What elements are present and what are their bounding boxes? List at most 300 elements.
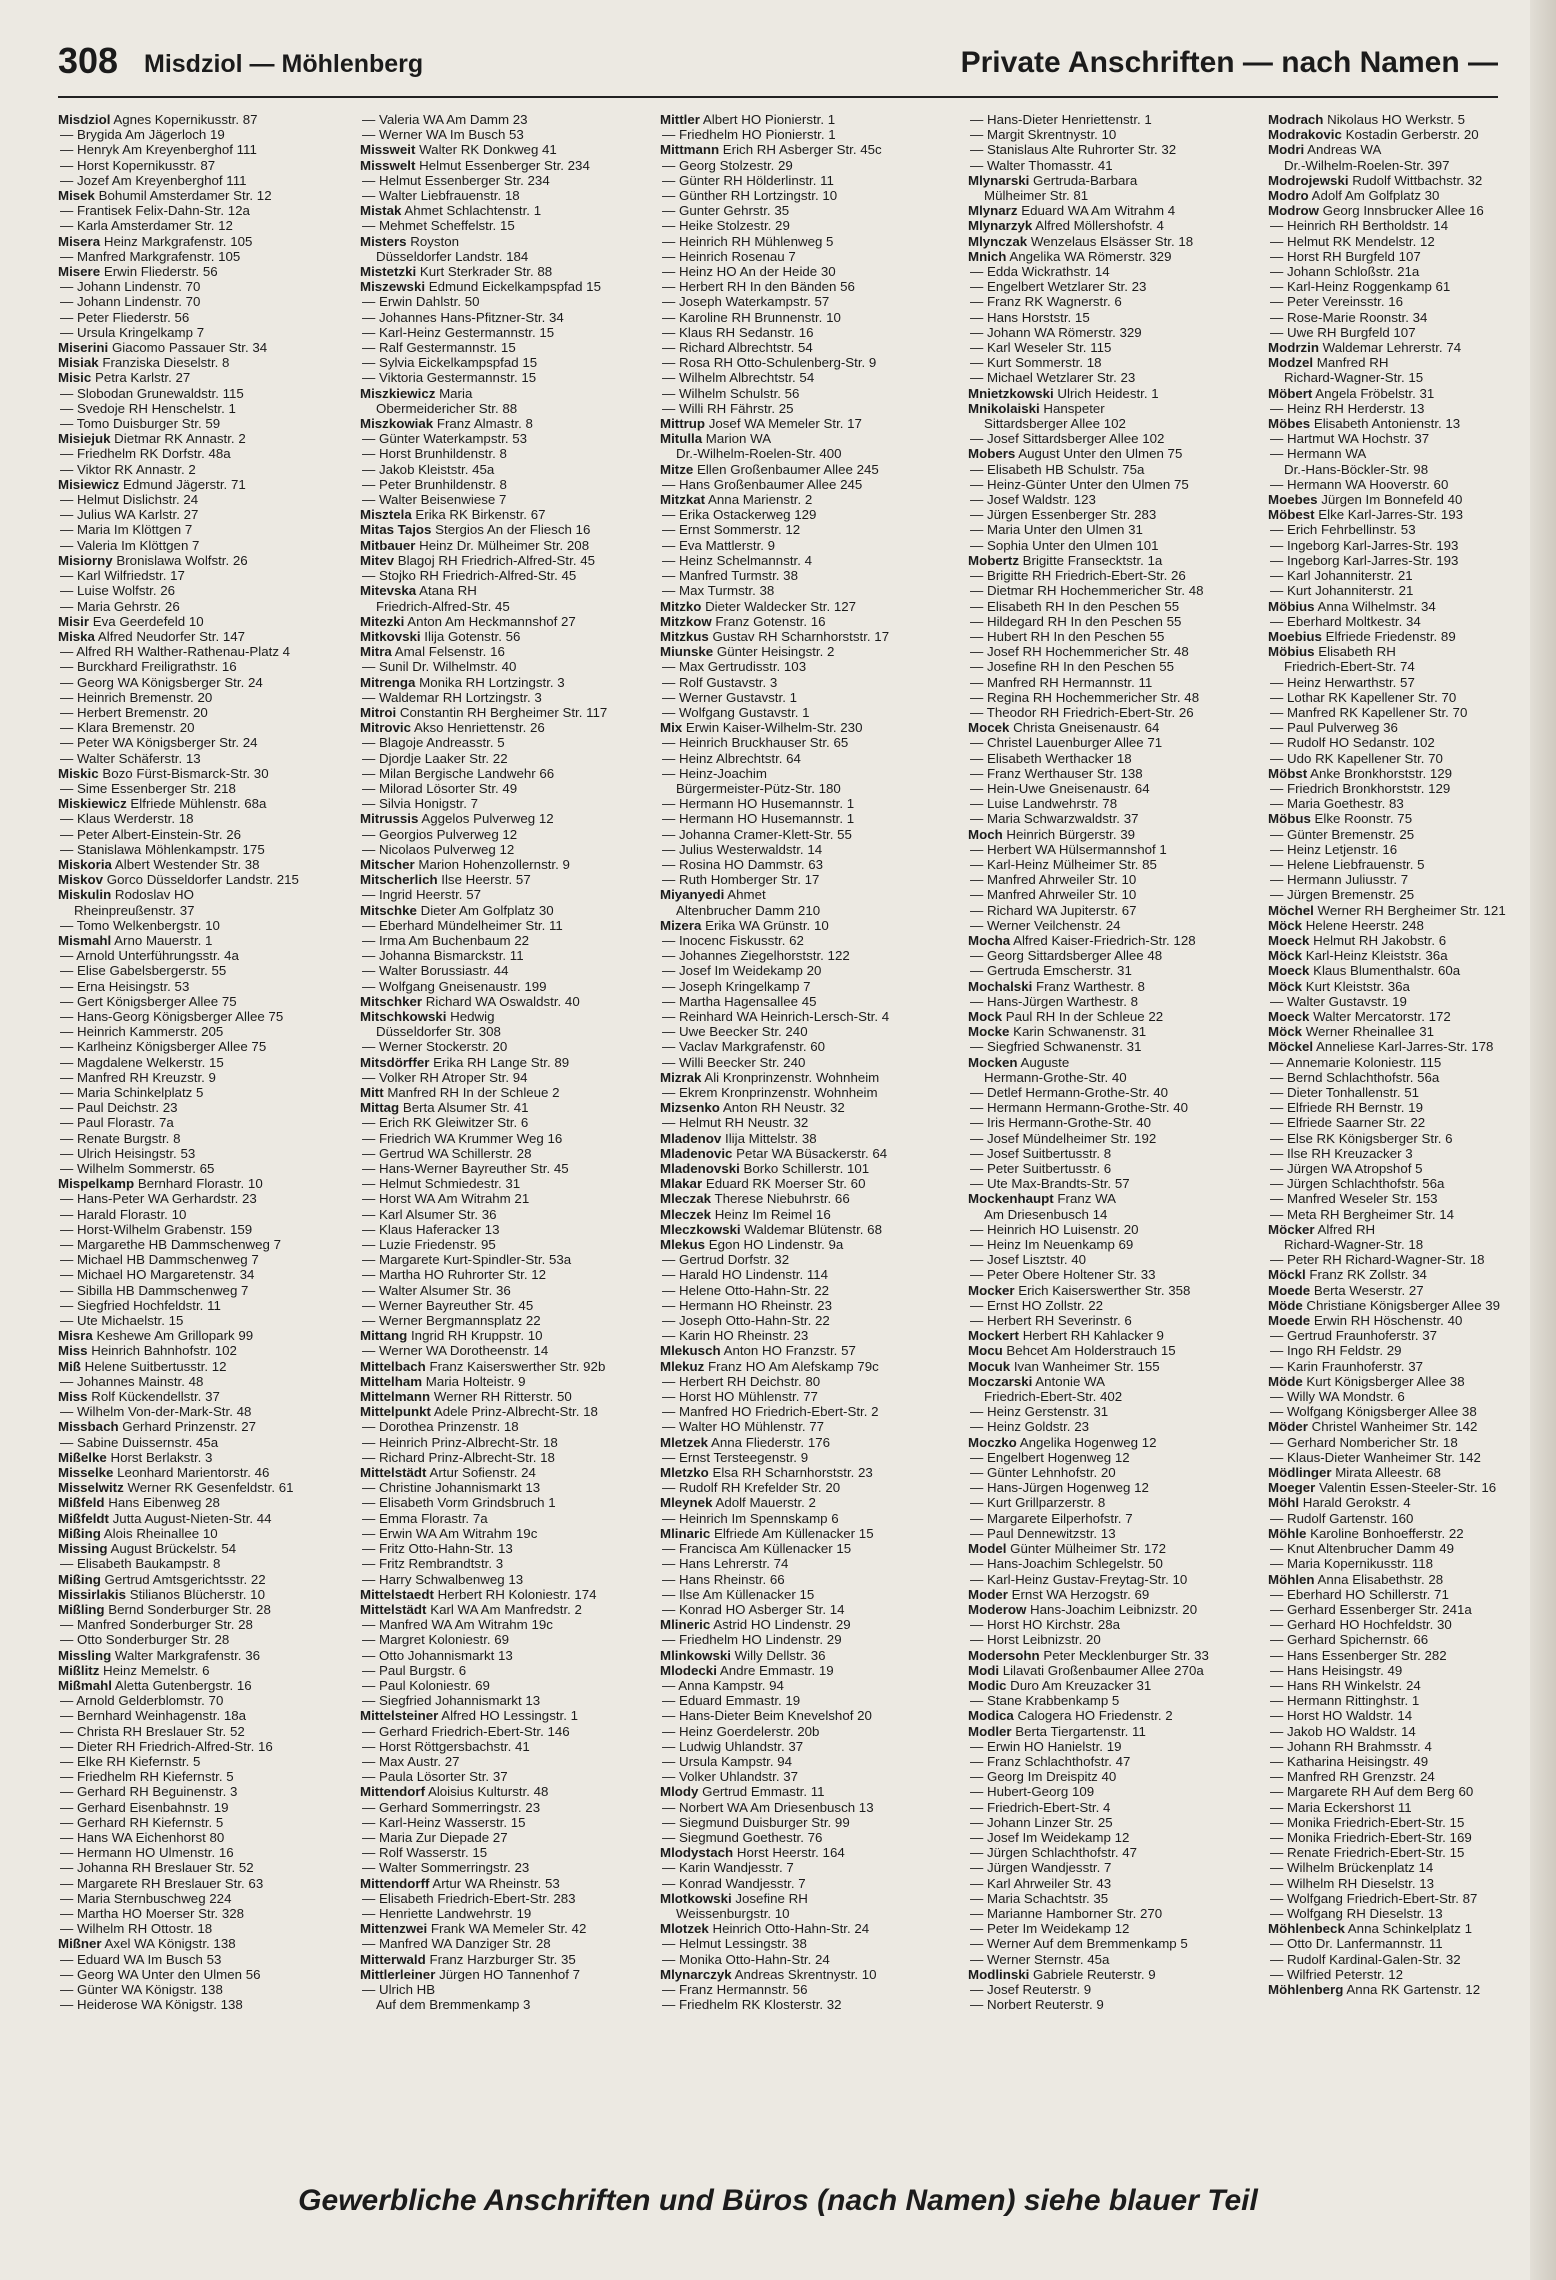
surname: Mlynczak — [968, 233, 1028, 249]
entry-text: — Eduard WA Im Busch 53 — [60, 1951, 222, 1967]
entry-text: Elke Karl-Jarres-Str. 193 — [1314, 507, 1464, 523]
entry-text: — Georgios Pulverweg 12 — [362, 826, 518, 842]
directory-entry — [58, 614, 334, 629]
directory-entry — [360, 1815, 636, 1830]
entry-text: Amal Felsenstr. 16 — [391, 644, 505, 660]
entry-text: Ivan Wanheimer Str. 155 — [1010, 1358, 1160, 1374]
directory-entry — [58, 1663, 334, 1678]
surname: Modica — [968, 1708, 1014, 1724]
directory-entry — [660, 659, 936, 674]
entry-text: — Werner Bayreuther Str. 45 — [362, 1297, 534, 1313]
directory-entry — [58, 1100, 334, 1115]
entry-text: — Horst WA Am Witrahm 21 — [362, 1191, 530, 1207]
directory-entry — [360, 1952, 636, 1967]
entry-text: — Georg Sittardsberger Allee 48 — [970, 948, 1163, 964]
directory-entry — [58, 872, 334, 887]
directory-entry — [360, 720, 636, 735]
directory-entry — [968, 1495, 1244, 1510]
directory-entry — [660, 401, 936, 416]
entry-text: — Hans-Joachim Schlegelstr. 50 — [970, 1556, 1163, 1572]
directory-entry — [58, 340, 334, 355]
directory-entry — [660, 340, 936, 355]
directory-entry — [58, 1085, 334, 1100]
entry-text: — Heinz Schelmannstr. 4 — [662, 552, 813, 568]
directory-entry — [58, 659, 334, 674]
entry-text: Peter Mecklenburger Str. 33 — [1039, 1647, 1209, 1663]
directory-entry — [360, 1845, 636, 1860]
surname: Mleczak — [660, 1191, 711, 1207]
entry-text: — Rose-Marie Roonstr. 34 — [1270, 309, 1428, 325]
directory-entry — [58, 963, 334, 978]
surname: Mismahl — [58, 932, 112, 948]
surname: Mitscherlich — [360, 872, 438, 888]
entry-text: — Hans Essenberger Str. 282 — [1270, 1647, 1447, 1663]
directory-entry — [968, 933, 1244, 948]
surname: Missling — [58, 1647, 112, 1663]
directory-entry — [968, 735, 1244, 750]
entry-text: — Walter Thomasstr. 41 — [970, 157, 1113, 173]
directory-entry — [360, 887, 636, 902]
entry-text: — Wilhelm Albrechtstr. 54 — [662, 370, 815, 386]
surname: Misdziol — [58, 112, 111, 127]
entry-text: — Elisabeth Baukampstr. 8 — [60, 1556, 221, 1572]
directory-entry — [360, 1115, 636, 1130]
entry-text: Waldemar Blütenstr. 68 — [740, 1221, 882, 1237]
entry-text: Horst Heerstr. 164 — [733, 1845, 845, 1861]
entry-text: — Maria Gehrstr. 26 — [60, 598, 180, 614]
directory-entry — [660, 1252, 936, 1267]
directory-entry — [58, 1784, 334, 1799]
directory-entry — [58, 1359, 334, 1374]
entry-text: Adolf Mauerstr. 2 — [712, 1495, 816, 1511]
entry-text: Stergios An der Fliesch 16 — [431, 522, 591, 538]
entry-text: Walter RK Donkweg 41 — [415, 142, 557, 158]
directory-entry — [968, 1891, 1244, 1906]
entry-text: Günter Heisingstr. 2 — [713, 644, 835, 660]
directory-entry — [58, 1267, 334, 1282]
entry-text: Karoline Bonhoefferstr. 22 — [1306, 1525, 1464, 1541]
directory-entry — [660, 1267, 936, 1282]
directory-entry — [58, 1693, 334, 1708]
entry-text: — Werner Auf dem Bremmenkamp 5 — [970, 1936, 1188, 1952]
directory-entry — [968, 477, 1244, 492]
entry-text: — Erika Ostackerweg 129 — [662, 507, 817, 523]
surname: Mix — [660, 720, 683, 736]
surname: Moczko — [968, 1434, 1017, 1450]
entry-continuation: Am Driesenbusch 14 — [984, 1206, 1108, 1222]
directory-entry — [968, 614, 1244, 629]
directory-entry — [968, 1541, 1244, 1556]
directory-entry — [660, 538, 936, 553]
surname: Moebius — [1268, 628, 1322, 644]
entry-text: Antonie WA — [1032, 1373, 1105, 1389]
entry-text: — Hermann Rittinghstr. 1 — [1270, 1693, 1420, 1709]
entry-text: — Helmut Schmiedestr. 31 — [362, 1176, 521, 1192]
entry-text: — Karla Amsterdamer Str. 12 — [60, 218, 233, 234]
surname: Moeck — [1268, 963, 1310, 979]
directory-entry — [360, 1435, 636, 1450]
surname: Miszkowiak — [360, 416, 434, 432]
page-number: 308 — [58, 40, 119, 81]
directory-entry — [58, 1009, 334, 1024]
surname: Misic — [58, 370, 92, 386]
entry-text: — Wolfgang Gustavstr. 1 — [662, 704, 810, 720]
entry-text: Alfred Neudorfer Str. 147 — [94, 628, 246, 644]
directory-entry — [660, 1070, 936, 1085]
surname: Mitschkowski — [360, 1008, 447, 1024]
directory-entry — [968, 1115, 1244, 1130]
directory-entry — [58, 933, 334, 948]
entry-text: — Klaus Haferacker 13 — [362, 1221, 500, 1237]
directory-entry — [1268, 492, 1544, 507]
entry-text: — Heinrich Im Spennskamp 6 — [662, 1510, 839, 1526]
entry-text: Elsa RH Scharnhorststr. 23 — [708, 1465, 873, 1481]
entry-text: — Hans-Peter WA Gerhardstr. 23 — [60, 1191, 257, 1207]
directory-entry — [58, 386, 334, 401]
surname: Mitzkow — [660, 613, 712, 629]
directory-entry — [968, 963, 1244, 978]
directory-entry — [968, 1450, 1244, 1465]
entry-text: — Margret Koloniestr. 69 — [362, 1632, 510, 1648]
directory-entry — [1268, 1830, 1544, 1845]
directory-entry — [968, 1389, 1244, 1404]
surname: Mletzek — [660, 1434, 709, 1450]
surname: Misswelt — [360, 157, 416, 173]
surname: Mittelbach — [360, 1358, 426, 1374]
directory-entry — [1268, 1207, 1544, 1222]
directory-entry — [1268, 751, 1544, 766]
entry-text: — Bernhard Weinhagenstr. 18a — [60, 1708, 247, 1724]
directory-entry — [660, 583, 936, 598]
directory-entry — [58, 1283, 334, 1298]
surname: Mittag — [360, 1100, 400, 1116]
entry-text: — Walter Alsumer Str. 36 — [362, 1282, 511, 1298]
directory-entry — [360, 218, 636, 233]
directory-entry — [58, 1298, 334, 1313]
directory-entry — [58, 142, 334, 157]
entry-text: — Horst HO Mühlenstr. 77 — [662, 1389, 818, 1405]
directory-entry — [968, 1617, 1244, 1632]
entry-text: — Heinrich Rosenau 7 — [662, 248, 796, 264]
entry-text: Auguste — [1017, 1054, 1070, 1070]
directory-entry — [968, 1815, 1244, 1830]
directory-entry — [660, 1055, 936, 1070]
directory-entry — [360, 462, 636, 477]
entry-text: — Helene Liebfrauenstr. 5 — [1270, 856, 1425, 872]
entry-text: — Herbert RH Deichstr. 80 — [662, 1373, 821, 1389]
entry-text: Heinrich Bahnhofstr. 102 — [87, 1343, 237, 1359]
directory-entry — [360, 1055, 636, 1070]
entry-text: — Elisabeth RH In den Peschen 55 — [970, 598, 1180, 614]
entry-text: — Franz Hermannstr. 56 — [662, 1981, 808, 1997]
surname: Miß — [58, 1358, 81, 1374]
surname: Modersohn — [968, 1647, 1040, 1663]
directory-entry — [360, 1876, 636, 1891]
directory-entry — [968, 1572, 1244, 1587]
entry-text: — Horst HO Kirchstr. 28a — [970, 1617, 1120, 1633]
entry-text: — Heinz Goerdelerstr. 20b — [662, 1723, 820, 1739]
entry-text: Elfriede Am Küllenacker 15 — [710, 1525, 874, 1541]
entry-text: Christiane Königsberger Allee 39 — [1302, 1297, 1501, 1313]
directory-entry — [968, 538, 1244, 553]
directory-entry — [1268, 629, 1544, 644]
entry-text: Franz WA — [1053, 1191, 1117, 1207]
directory-entry — [58, 887, 334, 902]
directory-entry — [660, 1039, 936, 1054]
directory-entry — [1268, 1100, 1544, 1115]
entry-text: — Gerhard Eisenbahnstr. 19 — [60, 1799, 229, 1815]
directory-entry — [360, 811, 636, 826]
entry-text: — Martha Hagensallee 45 — [662, 993, 817, 1009]
entry-text: Stilianos Blücherstr. 10 — [126, 1586, 265, 1602]
surname: Möhl — [1268, 1495, 1300, 1511]
entry-text: — Horst-Wilhelm Grabenstr. 159 — [60, 1221, 253, 1237]
entry-text: — Franz RK Wagnerstr. 6 — [970, 294, 1122, 310]
entry-text: — Heinrich RH Mühlenweg 5 — [662, 233, 834, 249]
directory-entry — [360, 507, 636, 522]
directory-entry — [660, 1632, 936, 1647]
entry-text: — Martha HO Moerser Str. 328 — [60, 1905, 245, 1921]
directory-entry — [968, 1754, 1244, 1769]
entry-text: Frank WA Memeler Str. 42 — [427, 1921, 587, 1937]
surname: Mlinaric — [660, 1525, 711, 1541]
directory-entry — [968, 1343, 1244, 1358]
directory-entry — [360, 1663, 636, 1678]
directory-entry — [58, 264, 334, 279]
entry-text: — Magdalene Welkerstr. 15 — [60, 1054, 224, 1070]
directory-entry — [968, 1906, 1244, 1921]
directory-entry — [360, 1648, 636, 1663]
surname: Mlodecki — [660, 1662, 717, 1678]
directory-entry — [660, 796, 936, 811]
directory-entry — [360, 1602, 636, 1617]
entry-text: — Valeria Im Klöttgen 7 — [60, 537, 200, 553]
entry-text: — Klara Bremenstr. 20 — [60, 720, 195, 736]
directory-entry — [968, 1800, 1244, 1815]
entry-text: — Walter Sommerringstr. 23 — [362, 1860, 530, 1876]
directory-column-1 — [58, 112, 334, 2162]
directory-entry — [1268, 553, 1544, 568]
entry-text: Willy Dellstr. 36 — [730, 1647, 826, 1663]
entry-text: Bernd Sonderburger Str. 28 — [104, 1601, 271, 1617]
directory-entry — [1268, 872, 1544, 887]
entry-text: Edmund Eickelkampspfad 15 — [425, 279, 601, 295]
directory-entry — [660, 720, 936, 735]
directory-entry — [968, 1480, 1244, 1495]
directory-entry — [360, 1191, 636, 1206]
directory-entry — [1268, 614, 1544, 629]
entry-text: — Engelbert Wetzlarer Str. 23 — [970, 279, 1147, 295]
directory-entry — [58, 173, 334, 188]
surname: Miska — [58, 628, 95, 644]
entry-text: Alfred Möllershofstr. 4 — [1032, 218, 1164, 234]
directory-entry — [968, 173, 1244, 188]
directory-entry — [660, 1085, 936, 1100]
directory-entry — [58, 325, 334, 340]
entry-text: — Tomo Duisburger Str. 59 — [60, 416, 221, 432]
entry-text: Anna Schinkelplatz 1 — [1344, 1921, 1472, 1937]
directory-entry — [360, 1617, 636, 1632]
entry-text: — Rosina HO Dammstr. 63 — [662, 856, 824, 872]
entry-text: Ernst WA Herzogstr. 69 — [1007, 1586, 1150, 1602]
surname: Moczarski — [968, 1373, 1033, 1389]
entry-text: — Hermann Hermann-Grothe-Str. 40 — [970, 1100, 1189, 1116]
directory-entry — [58, 1252, 334, 1267]
directory-entry — [360, 1283, 636, 1298]
directory-entry — [968, 1997, 1244, 2012]
directory-entry — [58, 1374, 334, 1389]
directory-entry — [1268, 1936, 1544, 1951]
entry-text: — Wolfgang Königsberger Allee 38 — [1270, 1404, 1477, 1420]
directory-entry — [360, 416, 636, 431]
entry-text: — Kurt Johanniterstr. 21 — [1270, 583, 1414, 599]
entry-text: — Mehmet Scheffelstr. 15 — [362, 218, 515, 234]
entry-text: — Manfred WA Danziger Str. 28 — [362, 1936, 551, 1952]
surname: Miss — [58, 1343, 88, 1359]
directory-entry — [968, 279, 1244, 294]
entry-text: — Alfred RH Walther-Rathenau-Platz 4 — [60, 644, 291, 660]
directory-entry — [1268, 1313, 1544, 1328]
directory-entry — [968, 310, 1244, 325]
directory-entry — [660, 1161, 936, 1176]
directory-entry — [968, 1298, 1244, 1313]
entry-text: Lilavati Großenbaumer Allee 270a — [999, 1662, 1204, 1678]
entry-text: — Josefine RH In den Peschen 55 — [970, 659, 1175, 675]
entry-text: — Paul Florastr. 7a — [60, 1115, 174, 1131]
surname: Mißing — [58, 1525, 101, 1541]
directory-entry — [360, 1784, 636, 1799]
directory-entry — [1268, 1724, 1544, 1739]
directory-entry — [968, 1404, 1244, 1419]
entry-text: — Else RK Königsberger Str. 6 — [1270, 1130, 1453, 1146]
directory-entry — [1268, 1374, 1544, 1389]
directory-entry — [58, 127, 334, 142]
page-header — [58, 40, 1498, 96]
entry-text: — Josef Lisztstr. 40 — [970, 1252, 1087, 1268]
entry-text: — Jakob HO Waldstr. 14 — [1270, 1723, 1416, 1739]
directory-entry — [660, 249, 936, 264]
directory-entry — [968, 188, 1244, 203]
surname: Mißmahl — [58, 1677, 112, 1693]
directory-entry — [660, 1146, 936, 1161]
entry-text: August Brückelstr. 54 — [107, 1541, 237, 1557]
entry-text: — Julius WA Karlstr. 27 — [60, 507, 199, 523]
directory-entry — [968, 1739, 1244, 1754]
directory-entry — [1268, 796, 1544, 811]
entry-text: Kurt Sterkrader Str. 88 — [416, 264, 553, 280]
directory-entry — [58, 1632, 334, 1647]
directory-entry — [1268, 173, 1544, 188]
directory-entry — [968, 203, 1244, 218]
entry-text: Hans Eibenweg 28 — [104, 1495, 220, 1511]
directory-entry — [968, 1085, 1244, 1100]
directory-entry — [58, 1860, 334, 1875]
directory-entry — [58, 1572, 334, 1587]
directory-entry — [968, 1283, 1244, 1298]
entry-text: — Konrad HO Asberger Str. 14 — [662, 1601, 845, 1617]
entry-text: Kurt Kleiststr. 36a — [1302, 978, 1410, 994]
directory-entry — [660, 1465, 936, 1480]
entry-text: Nikolaus HO Werkstr. 5 — [1323, 112, 1466, 127]
directory-entry — [968, 583, 1244, 598]
entry-text: — Maria Sternbuschweg 224 — [60, 1890, 232, 1906]
entry-text: Anke Bronkhorststr. 129 — [1307, 765, 1453, 781]
entry-text: — Walter Beisenwiese 7 — [362, 492, 507, 508]
directory-entry — [968, 325, 1244, 340]
entry-text: — Werner WA Dorotheenstr. 14 — [362, 1343, 549, 1359]
entry-text: — Hildegard RH In den Peschen 55 — [970, 613, 1182, 629]
entry-text: — Sylvia Eickelkampspfad 15 — [362, 355, 538, 371]
entry-text: — Erwin WA Am Witrahm 19c — [362, 1525, 538, 1541]
directory-entry — [360, 1769, 636, 1784]
directory-entry — [58, 1845, 334, 1860]
entry-text: Hans-Joachim Leibnizstr. 20 — [1026, 1601, 1198, 1617]
entry-text: — Monika Friedrich-Ebert-Str. 169 — [1270, 1829, 1472, 1845]
entry-text: Behcet Am Holderstrauch 15 — [1002, 1343, 1176, 1359]
entry-text: — Ilse RH Kreuzacker 3 — [1270, 1145, 1413, 1161]
entry-continuation: Bürgermeister-Pütz-Str. 180 — [676, 780, 841, 796]
entry-text: — Edda Wickrathstr. 14 — [970, 264, 1110, 280]
directory-entry — [58, 1936, 334, 1951]
entry-text: — Walter Borussiastr. 44 — [362, 963, 509, 979]
directory-entry — [968, 218, 1244, 233]
directory-entry — [58, 1769, 334, 1784]
entry-text: — Maria Schinkelplatz 5 — [60, 1085, 204, 1100]
entry-text: — Dorothea Prinzenstr. 18 — [362, 1419, 519, 1435]
directory-entry — [360, 1678, 636, 1693]
entry-text: — Margarete Kurt-Spindler-Str. 53a — [362, 1252, 572, 1268]
directory-entry — [360, 1982, 636, 1997]
surname: Misiewicz — [58, 476, 120, 492]
directory-entry — [1268, 705, 1544, 720]
surname: Mistak — [360, 203, 402, 219]
directory-entry — [968, 903, 1244, 918]
directory-entry — [360, 735, 636, 750]
entry-text: — Hubert-Georg 109 — [970, 1784, 1095, 1800]
directory-entry — [1268, 811, 1544, 826]
directory-entry — [360, 1359, 636, 1374]
directory-entry — [58, 112, 334, 127]
entry-text: Gorco Düsseldorfer Landstr. 215 — [103, 872, 299, 888]
entry-text: — Karl Wilfriedstr. 17 — [60, 568, 185, 584]
surname: Misiorny — [58, 552, 113, 568]
surname: Mitrussis — [360, 811, 419, 827]
surname: Misir — [58, 613, 90, 629]
entry-text: — Viktoria Gestermannstr. 15 — [362, 370, 537, 386]
entry-text: Günter Mülheimer Str. 172 — [1006, 1541, 1167, 1557]
entry-text: — Rudolf Gartenstr. 160 — [1270, 1510, 1414, 1526]
entry-text: Kurt Königsberger Allee 38 — [1302, 1373, 1465, 1389]
entry-text: — Karl Alsumer Str. 36 — [362, 1206, 497, 1222]
directory-entry — [968, 1511, 1244, 1526]
entry-text: — Milorad Lösorter Str. 49 — [362, 780, 518, 796]
entry-text: — Eva Mattlerstr. 9 — [662, 537, 776, 553]
directory-entry — [660, 1313, 936, 1328]
entry-text: — Svedoje RH Henschelstr. 1 — [60, 400, 236, 416]
entry-text: — Luise Landwehrstr. 78 — [970, 796, 1118, 812]
entry-text: — Paul Burgstr. 6 — [362, 1662, 467, 1678]
directory-entry — [1268, 416, 1544, 431]
directory-entry — [968, 431, 1244, 446]
entry-continuation: Auf dem Bremmenkamp 3 — [376, 1997, 531, 2013]
directory-entry — [660, 872, 936, 887]
entry-text: — Heinz Letjenstr. 16 — [1270, 841, 1398, 857]
entry-text: Walter Mercatorstr. 172 — [1309, 1008, 1451, 1024]
entry-text: — Heinrich RH Bertholdstr. 14 — [1270, 218, 1449, 234]
entry-text: — Heinrich HO Luisenstr. 20 — [970, 1221, 1139, 1237]
entry-text: Gustav RH Scharnhorststr. 17 — [708, 628, 890, 644]
entry-text: — Hubert RH In den Peschen 55 — [970, 628, 1165, 644]
